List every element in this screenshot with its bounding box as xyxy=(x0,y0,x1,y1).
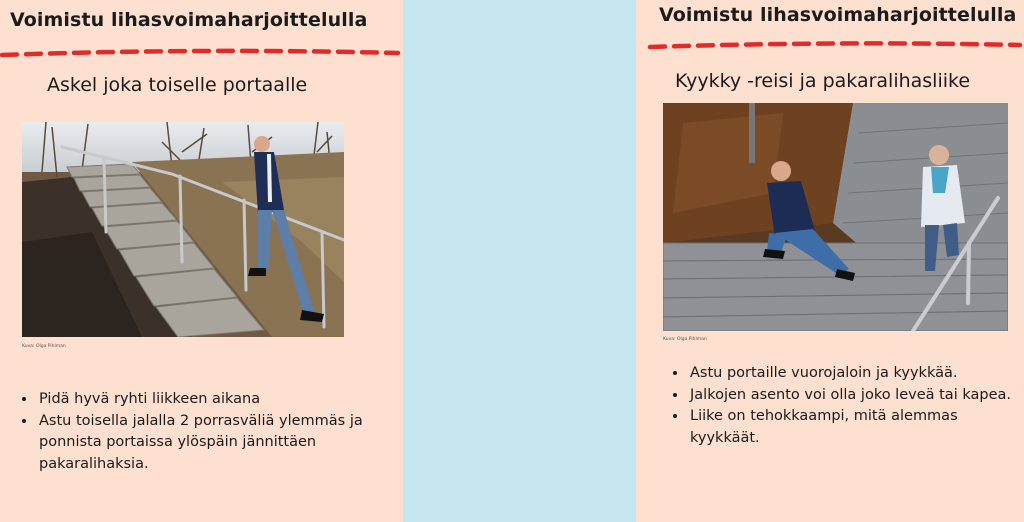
left-dashed-divider xyxy=(0,44,403,60)
right-dashed-divider xyxy=(636,38,1024,54)
right-subtitle: Kyykky -reisi ja pakaralihasliike xyxy=(675,70,971,92)
right-photo-squat xyxy=(663,103,1008,331)
left-bullet-list xyxy=(17,389,397,475)
right-bullet-item: • Liike on tehokkaampi, mitä alemmas kyykkäät. xyxy=(688,406,1018,449)
right-photo-credit: Kuva: Olga Pihlman xyxy=(663,337,707,342)
left-bullet-item: • Pidä hyvä ryhti liikkeen aikana xyxy=(37,389,397,411)
left-header: Voimistu lihasvoimaharjoittelulla xyxy=(10,9,368,31)
right-bullet-list xyxy=(668,363,1018,449)
center-gap xyxy=(403,0,636,522)
left-card xyxy=(0,0,403,522)
right-bullet-item: • Jalkojen asento voi olla joko leveä tai kapea. xyxy=(688,385,1018,407)
left-photo-credit: Kuva: Olga Pihlman xyxy=(22,344,66,349)
left-photo-stairs xyxy=(22,122,344,337)
left-subtitle: Askel joka toiselle portaalle xyxy=(47,74,308,96)
left-bullet-item: • Astu toisella jalalla 2 porrasväliä ylemmäs ja ponnista portaissa ylöspäin jännittäen pakaralihaksia. xyxy=(37,411,397,476)
right-bullet-item: • Astu portaille vuorojaloin ja kyykkää. xyxy=(688,363,1018,385)
right-header: Voimistu lihasvoimaharjoittelulla xyxy=(659,4,1017,26)
right-card xyxy=(636,0,1024,522)
